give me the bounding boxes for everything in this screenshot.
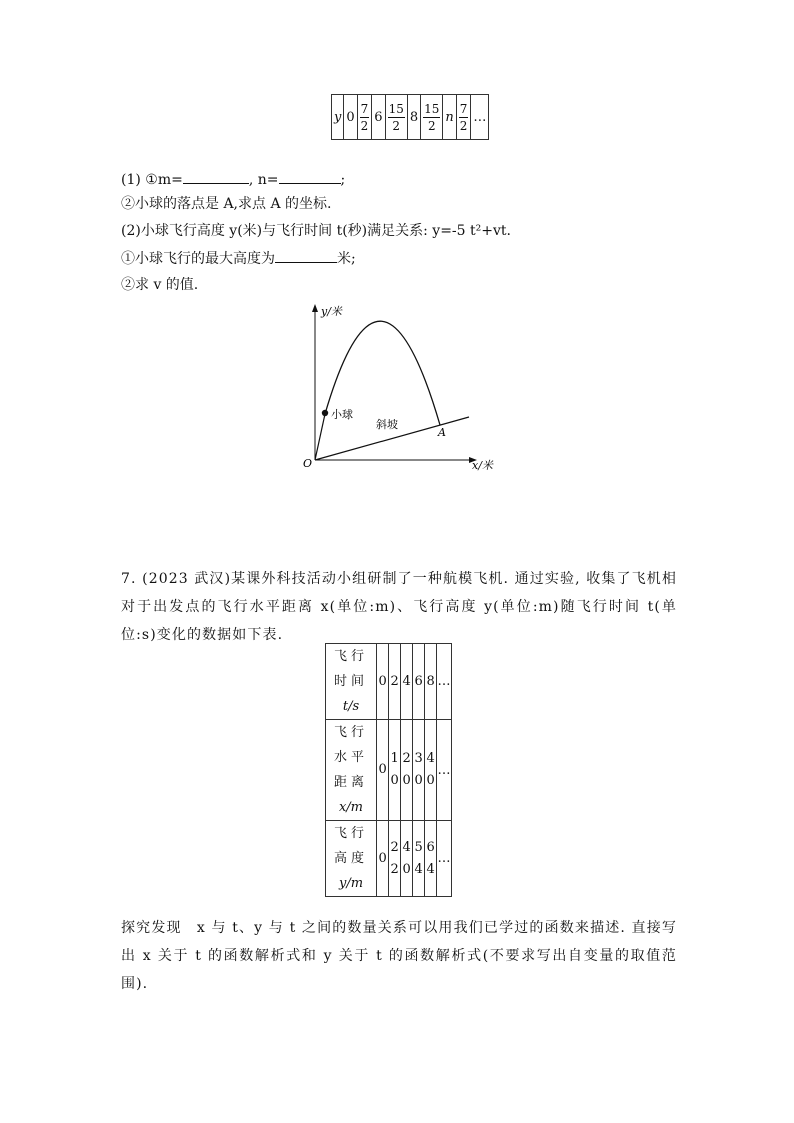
table-cell bbox=[413, 821, 425, 897]
table-cell bbox=[401, 720, 413, 821]
cell-value: 0 bbox=[378, 762, 387, 777]
row-header-line: 飞行 bbox=[333, 826, 368, 841]
x-axis-label: x/米 bbox=[472, 459, 493, 472]
explore-text: 探究发现 x 与 t、y 与 t 之间的数量关系可以用我们已学过的函数来描述. 直接写出 x 关于 t 的函数解析式和 y 关于 t 的函数解析式(不要求写出自变量的取值范围). bbox=[121, 920, 677, 992]
ball-dot bbox=[322, 410, 328, 416]
y-value-cell bbox=[344, 95, 357, 140]
cell-value: 40 bbox=[402, 839, 411, 877]
launch-line bbox=[315, 414, 325, 460]
cell-value: 40 bbox=[426, 751, 435, 788]
cell-value: … bbox=[473, 109, 487, 125]
row-header-line: 飞行 bbox=[333, 649, 368, 664]
row-unit: y/m bbox=[338, 876, 364, 891]
cell-value: n bbox=[445, 109, 454, 125]
table-row bbox=[326, 720, 452, 821]
answer-blank-m bbox=[183, 169, 249, 184]
cell-value: 0 bbox=[346, 109, 355, 125]
table-cell bbox=[425, 644, 437, 720]
row-header-line: 水平 bbox=[333, 750, 368, 765]
y-value-cell bbox=[443, 95, 456, 140]
ellipsis-cell: … bbox=[437, 644, 452, 720]
flight-table-body bbox=[326, 644, 452, 897]
cell-value: 0 bbox=[378, 673, 387, 689]
y-value-cell bbox=[407, 95, 420, 140]
flight-data-table bbox=[325, 643, 452, 897]
question-2: (2)小球飞行高度 y(米)与飞行时间 t(秒)满足关系: y=-5 t²+vt. bbox=[121, 223, 511, 239]
fraction-numerator: 7 bbox=[360, 101, 369, 116]
answer-blank-height bbox=[275, 248, 337, 263]
table-cell bbox=[401, 821, 413, 897]
table-cell bbox=[377, 644, 389, 720]
y-value-cell bbox=[372, 95, 385, 140]
cell-value: 2 bbox=[390, 673, 399, 689]
table-cell bbox=[389, 821, 401, 897]
row-header bbox=[326, 821, 377, 897]
table-row bbox=[326, 821, 452, 897]
table-row bbox=[326, 644, 452, 720]
cell-value: 64 bbox=[426, 839, 435, 877]
table-cell bbox=[401, 644, 413, 720]
fraction-numerator: 15 bbox=[424, 101, 440, 116]
y-axis-arrow bbox=[312, 304, 318, 312]
table-cell bbox=[377, 821, 389, 897]
row-header bbox=[326, 720, 377, 821]
ellipsis-cell: … bbox=[437, 821, 452, 897]
cell-value: 22 bbox=[390, 839, 399, 877]
cell-value: 4 bbox=[402, 673, 411, 689]
fraction-denominator: 2 bbox=[459, 118, 468, 133]
cell-value: 30 bbox=[414, 751, 423, 788]
fraction-denominator: 2 bbox=[427, 118, 436, 133]
fraction bbox=[388, 101, 405, 134]
question-1a: (1) ①m= , n= ; bbox=[121, 169, 345, 190]
fraction-denominator: 2 bbox=[392, 118, 401, 133]
row-unit: x/m bbox=[338, 800, 364, 815]
table-cell bbox=[413, 644, 425, 720]
y-axis-label: y/米 bbox=[321, 305, 342, 318]
fraction-denominator: 2 bbox=[360, 118, 369, 133]
row-unit: t/s bbox=[342, 699, 360, 714]
row-header-line: 高度 bbox=[333, 851, 368, 866]
table-cell bbox=[413, 720, 425, 821]
cell-value: 54 bbox=[414, 839, 423, 877]
row-header-line: 飞行 bbox=[333, 725, 368, 740]
y-value-cell bbox=[385, 95, 407, 140]
problem-7-text: 7. (2023 武汉)某课外科技活动小组研制了一种航模飞机. 通过实验, 收集了飞机相对于出发点的飞行水平距离 x(单位:m)、飞行高度 y(单位:m)随飞行时间 t(单位:s)变化的数据如下表. bbox=[121, 571, 677, 643]
row-header-line: 距离 bbox=[333, 775, 368, 790]
point-a-label: A bbox=[438, 426, 446, 439]
table-cell bbox=[425, 821, 437, 897]
row-header-line: 时间 bbox=[333, 674, 368, 689]
cell-value: 10 bbox=[390, 751, 399, 788]
fraction bbox=[423, 101, 440, 134]
table-cell bbox=[389, 644, 401, 720]
question-2a: ①小球飞行的最大高度为 米; bbox=[121, 248, 356, 269]
y-value-row bbox=[332, 95, 489, 140]
table-cell bbox=[389, 720, 401, 821]
cell-value: 20 bbox=[402, 751, 411, 788]
cell-value: 0 bbox=[378, 850, 387, 866]
fraction bbox=[459, 101, 469, 134]
cell-value: 8 bbox=[409, 109, 419, 125]
y-value-cell bbox=[471, 95, 489, 140]
answer-blank-n bbox=[279, 169, 341, 184]
y-row-label: y bbox=[332, 95, 344, 140]
fraction-numerator: 7 bbox=[459, 101, 468, 116]
y-value-cell bbox=[456, 95, 471, 140]
table-cell bbox=[425, 720, 437, 821]
fraction-numerator: 15 bbox=[388, 101, 404, 116]
y-value-cell bbox=[357, 95, 372, 140]
cell-value: 6 bbox=[374, 109, 383, 125]
row-header bbox=[326, 644, 377, 720]
ellipsis-cell: … bbox=[437, 720, 452, 821]
table-cell bbox=[377, 720, 389, 821]
cell-value: 6 bbox=[414, 673, 423, 689]
question-1b: ②小球的落点是 A,求点 A 的坐标. bbox=[121, 196, 332, 212]
y-value-cell bbox=[421, 95, 443, 140]
question-2b: ②求 v 的值. bbox=[121, 277, 199, 293]
slope-label: 斜坡 bbox=[376, 418, 398, 431]
ball-label: 小球 bbox=[331, 408, 353, 421]
trajectory-graph bbox=[295, 300, 500, 475]
origin-label: O bbox=[303, 457, 313, 470]
cell-value: 8 bbox=[426, 673, 435, 689]
y-value-table bbox=[331, 94, 489, 140]
fraction bbox=[360, 101, 370, 134]
